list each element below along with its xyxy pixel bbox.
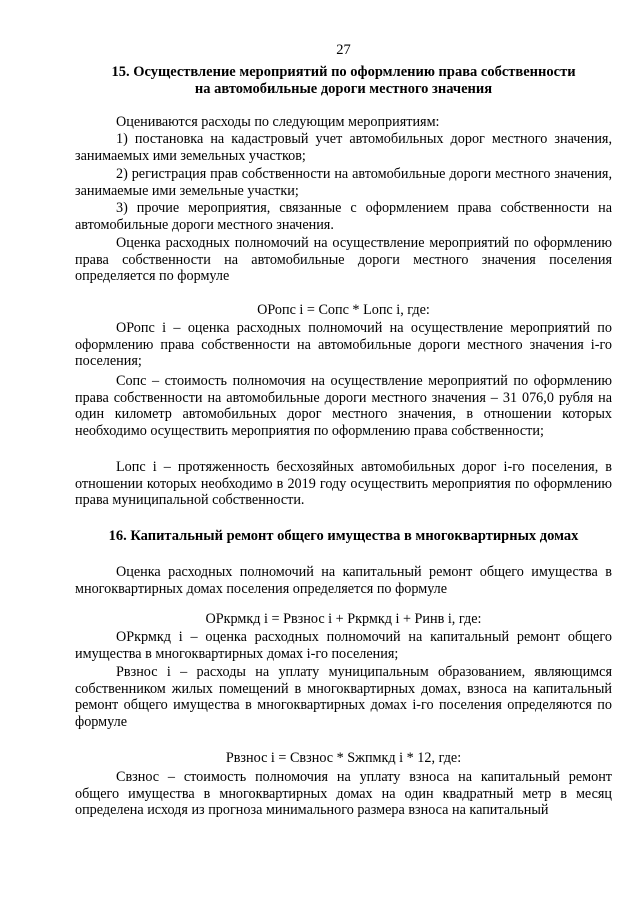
definition: Lопс i – протяженность бесхозяйных автомобильных дорог i-го поселения, в отношении которых необходимо в 2019 году осуществить мероприятия по оформлению права муниципальной собственности. bbox=[75, 459, 612, 509]
list-item: 2) регистрация прав собственности на автомобильные дороги местного значения, занимаемые ими земельные участки; bbox=[75, 166, 612, 199]
section-15-title-line1: 15. Осуществление мероприятий по оформлению права собственности bbox=[111, 64, 576, 80]
formula: ОРкрмкд i = Рвзнос i + Ркрмкд i + Ринв i, где: bbox=[205, 611, 482, 627]
section-15-title-line2: на автомобильные дороги местного значения bbox=[194, 81, 493, 97]
paragraph: Оценка расходных полномочий на осуществление мероприятий по оформлению права собственности на автомобильные дороги местного значения поселения определяется по формуле bbox=[75, 235, 612, 285]
page-number: 27 bbox=[336, 42, 351, 58]
definition: Сопс – стоимость полномочия на осуществление мероприятий по оформлению права собственности на автомобильные дороги местного значения – 31 076,0 рубля на один километр автомобильных дорог местного значения, в отношении которых необходимо осуществить мероприятия по оформлению права собственности; bbox=[75, 373, 612, 439]
definition: Свзнос – стоимость полномочия на уплату взноса на капитальный ремонт общего имущества в многоквартирных домах на один квадратный метр в месяц определена исходя из прогноза минимального размера взноса на капитальный bbox=[75, 769, 612, 819]
section-15-title bbox=[75, 64, 612, 98]
formula: ОРопс i = Сопс * Lопс i, где: bbox=[257, 302, 430, 318]
definition: ОРкрмкд i – оценка расходных полномочий на капитальный ремонт общего имущества в многоквартирных домах i-го поселения; bbox=[75, 629, 612, 662]
paragraph: Оцениваются расходы по следующим мероприятиям: bbox=[116, 114, 440, 130]
definition: ОРопс i – оценка расходных полномочий на осуществление мероприятий по оформлению права собственности на автомобильные дороги местного значения i-го поселения; bbox=[75, 320, 612, 370]
section-16-title: 16. Капитальный ремонт общего имущества в многоквартирных домах bbox=[108, 528, 579, 544]
paragraph: Оценка расходных полномочий на капитальный ремонт общего имущества в многоквартирных домах поселения определяется по формуле bbox=[75, 564, 612, 597]
definition: Рвзнос i – расходы на уплату муниципальным образованием, являющимся собственником жилых помещений в многоквартирных домах, взноса на капитальный ремонт общего имущества в многоквартирных домах i-го поселения определяются по формуле bbox=[75, 664, 612, 730]
list-item: 1) постановка на кадастровый учет автомобильных дорог местного значения, занимаемых ими земельных участков; bbox=[75, 131, 612, 164]
list-item: 3) прочие мероприятия, связанные с оформлением права собственности на автомобильные дороги местного значения. bbox=[75, 200, 612, 233]
formula: Рвзнос i = Свзнос * Sжпмкд i * 12, где: bbox=[225, 750, 462, 766]
